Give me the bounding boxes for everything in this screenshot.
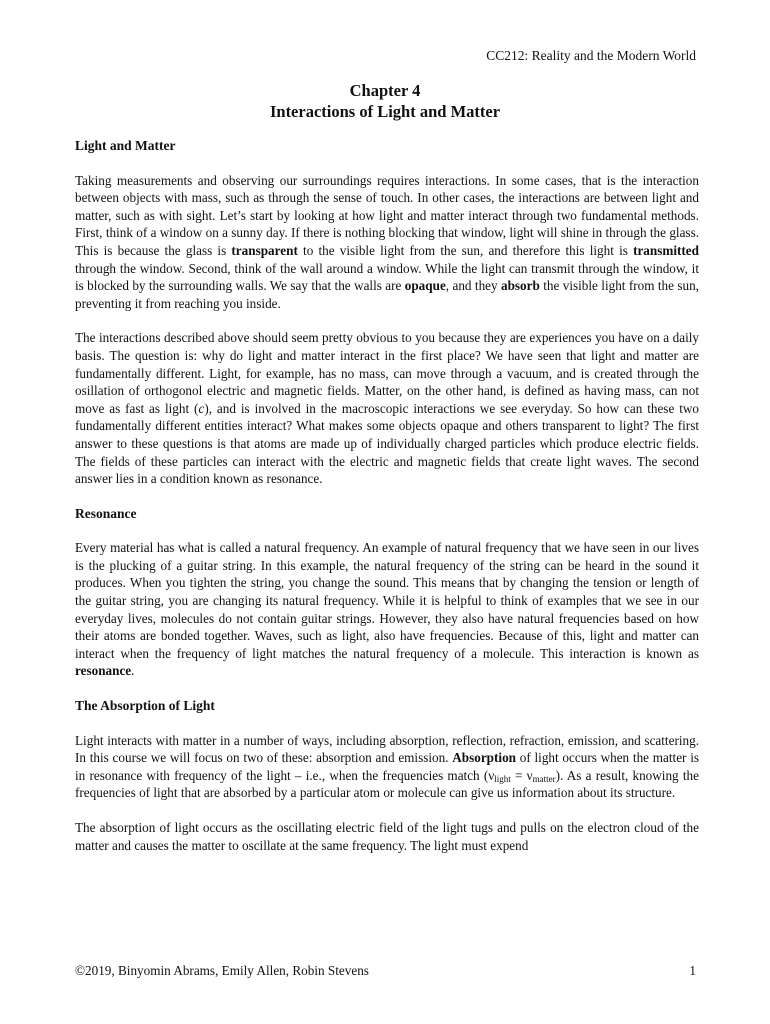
term-transparent: transparent bbox=[231, 242, 298, 258]
section-heading-resonance: Resonance bbox=[75, 505, 137, 521]
paragraph-resonance-1: Every material has what is called a natural frequency. An example of natural frequency that we have seen in our lives is the plucking of a guitar string. In this example, the natural frequency of the string can be heard in the sound it produces. When you tighten the string, you change the sound. This means that by changing the tension or length of the guitar string, you are changing its natural frequency. While it is helpful to think of examples that we see in our everyday lives, molecules do not contain guitar strings. However, they also have natural frequencies based on how their atoms are bonded together. Waves, such as light, also have frequencies. Because of this, light and matter can interact when the frequency of light matches the natural frequency of a molecule. This interaction is known as resonance. bbox=[75, 540, 699, 679]
paragraph-absorption-1: Light interacts with matter in a number of ways, including absorption, reflection, refraction, emission, and scattering. In this course we will focus on two of these: absorption and emission. Absorption of light occurs when the matter is in resonance with frequency of the light – i.e., when the frequencies match $(\nu_{light} = \nu_{matter})$. As a result, knowing the frequencies of light that are absorbed by a particular atom or molecule can give us information about its structure. bbox=[75, 732, 699, 801]
term-absorption: Absorption bbox=[452, 750, 517, 766]
subscript-matter: matter bbox=[532, 773, 556, 784]
term-resonance: resonance bbox=[75, 663, 132, 679]
term-transmitted: transmitted bbox=[633, 242, 699, 258]
chapter-name: Interactions of Light and Matter bbox=[269, 102, 501, 121]
section-heading-absorption: The Absorption of Light bbox=[75, 698, 215, 714]
running-header: CC212: Reality and the Modern World bbox=[486, 48, 696, 63]
paragraph-absorption-2: The absorption of light occurs as the oscillating electric field of the light tugs and pulls on the electron cloud of the matter and causes the matter to oscillate at the same frequency. The light must expend bbox=[75, 820, 699, 853]
page-number: 1 bbox=[689, 963, 696, 978]
section-heading-light-and-matter: Light and Matter bbox=[75, 138, 176, 153]
subscript-light: light bbox=[494, 773, 511, 784]
chapter-number: Chapter 4 bbox=[349, 81, 421, 100]
paragraph-light-matter-2: The interactions described above should seem pretty obvious to you because they are experiences you have on a daily basis. The question is: why do light and matter interact in the first place? We have seen that light and matter are fundamentally different. Light, for example, has no mass, can move through a vacuum, and is created through the osillation of orthogonol electric and magnetic fields. Matter, on the other hand, is defined as having mass, can not move as fast as light (c), and is involved in the macroscopic interactions we see everyday. So how can these two fundamentally different entities interact? What makes some objects opaque and others transparent to light? The first answer to these questions is that atoms are made up of individually charged particles which produce electric fields. The fields of these particles can interact with the electric and magnetic fields that create light waves. The second answer lies in a condition known as resonance. bbox=[75, 330, 699, 487]
paragraph-light-matter-1: Taking measurements and observing our surroundings requires interactions. In some cases, that is the interaction between objects with mass, such as through the sense of touch. In other cases, the interactions are between light and matter, such as with sight. Let’s start by looking at how light and matter interact through two fundamental methods. First, think of a window on a sunny day. If there is nothing blocking that window, light will shine in through the glass. This is because the glass is transparent to the visible light from the sun, and therefore this light is transmitted through the window. Second, think of the wall around a window. While the light can transmit through the window, it is blocked by the surrounding walls. We say that the walls are opaque, and they absorb the visible light from the sun, preventing it from reaching you inside. bbox=[75, 172, 699, 311]
body-text bbox=[75, 137, 699, 871]
term-absorb: absorb bbox=[501, 278, 540, 294]
term-opaque: opaque bbox=[404, 278, 446, 294]
chapter-title bbox=[0, 80, 770, 122]
symbol-c: c bbox=[198, 400, 205, 416]
footer-copyright: ©2019, Binyomin Abrams, Emily Allen, Robin Stevens bbox=[75, 963, 369, 978]
